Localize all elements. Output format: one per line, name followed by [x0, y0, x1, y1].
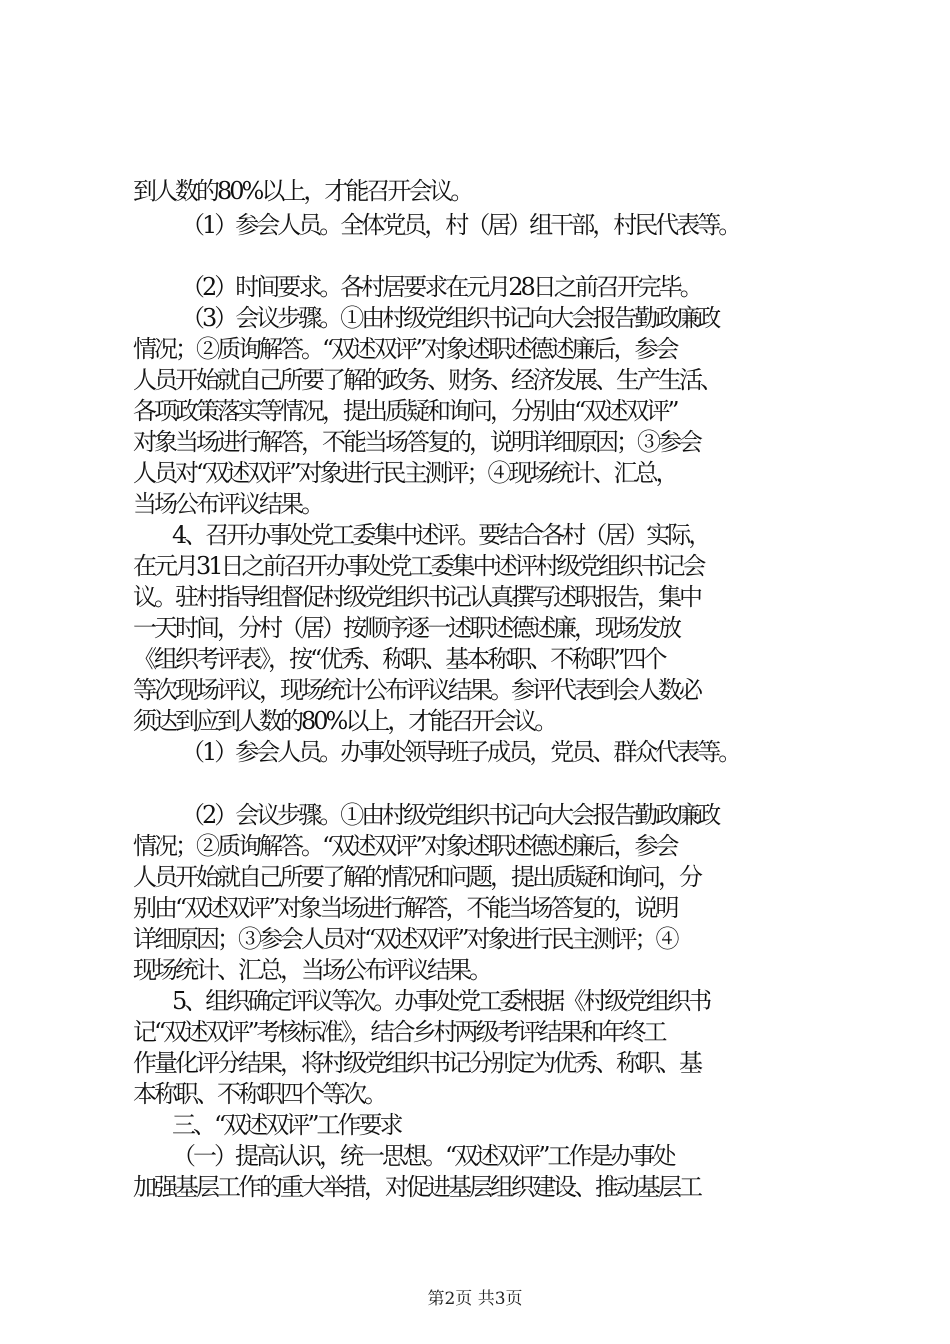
text-line: 《组织考评表》，按“优秀、称职、基本称职、不称职”四个	[133, 645, 665, 673]
text-line: 作量化评分结果，将村级党组织书记分别定为优秀、称职、基	[133, 1049, 700, 1077]
text-line: 须达到应到人数的80%以上，才能召开会议。	[133, 707, 556, 735]
text-line: 对象当场进行解答，不能当场答复的，说明详细原因；③参会	[133, 428, 700, 456]
text-line: 别由“双述双评”对象当场进行解答，不能当场答复的，说明	[133, 894, 677, 922]
section-heading: 三、“双述双评”工作要求	[172, 1111, 401, 1139]
text-line: （一）提高认识，统一思想。“双述双评”工作是办事处	[172, 1142, 674, 1170]
text-line: 当场公布评议结果。	[133, 490, 322, 518]
text-line: 加强基层工作的重大举措，对促进基层组织建设、推动基层工	[133, 1173, 700, 1201]
text-line: 一天时间，分村（居）按顺序逐一述职述德述廉，现场发放	[133, 614, 679, 642]
text-line: 人员开始就自己所要了解的情况和问题，提出质疑和询问，分	[133, 863, 700, 891]
text-line: 情况；②质询解答。“双述双评”对象述职述德述廉后，参会	[133, 832, 677, 860]
text-line: 在元月31日之前召开办事处党工委集中述评村级党组织书记会	[133, 552, 704, 580]
text-line: （2）时间要求。各村居要求在元月28日之前召开完毕。	[181, 273, 701, 301]
text-line: 议。驻村指导组督促村级党组织书记认真撰写述职报告，集中	[133, 583, 700, 611]
text-line: 4、召开办事处党工委集中述评。要结合各村（居）实际，	[172, 521, 710, 549]
text-line: 详细原因；③参会人员对“双述双评”对象进行民主测评；④	[133, 925, 677, 953]
text-line: （1）参会人员。全体党员，村（居）组干部，村民代表等。	[181, 211, 740, 239]
text-line: 各项政策落实等情况，提出质疑和询问，分别由“双述双评”	[133, 397, 677, 425]
text-line: 人员对“双述双评”对象进行民主测评；④现场统计、汇总，	[133, 459, 677, 487]
text-line: （2）会议步骤。①由村级党组织书记向大会报告勤政廉政	[181, 801, 719, 829]
text-line: 人员开始就自己所要了解的政务、财务、经济发展、生产生活、	[133, 366, 721, 394]
text-line: （1）参会人员。办事处领导班子成员，党员、群众代表等。	[181, 738, 740, 766]
text-line: 本称职、不称职四个等次。	[133, 1080, 385, 1108]
page-number-footer: 第2页 共3页	[427, 1289, 523, 1309]
text-line: 情况；②质询解答。“双述双评”对象述职述德述廉后，参会	[133, 335, 677, 363]
text-line: （3）会议步骤。①由村级党组织书记向大会报告勤政廉政	[181, 304, 719, 332]
text-line: 现场统计、汇总，当场公布评议结果。	[133, 956, 490, 984]
text-line: 到人数的80%以上，才能召开会议。	[133, 177, 472, 205]
text-line: 等次现场评议，现场统计公布评议结果。参评代表到会人数必	[133, 676, 700, 704]
text-line: 5、组织确定评议等次。办事处党工委根据《村级党组织书	[172, 987, 710, 1015]
text-line: 记“双述双评”考核标准》，结合乡村两级考评结果和年终工	[133, 1018, 665, 1046]
